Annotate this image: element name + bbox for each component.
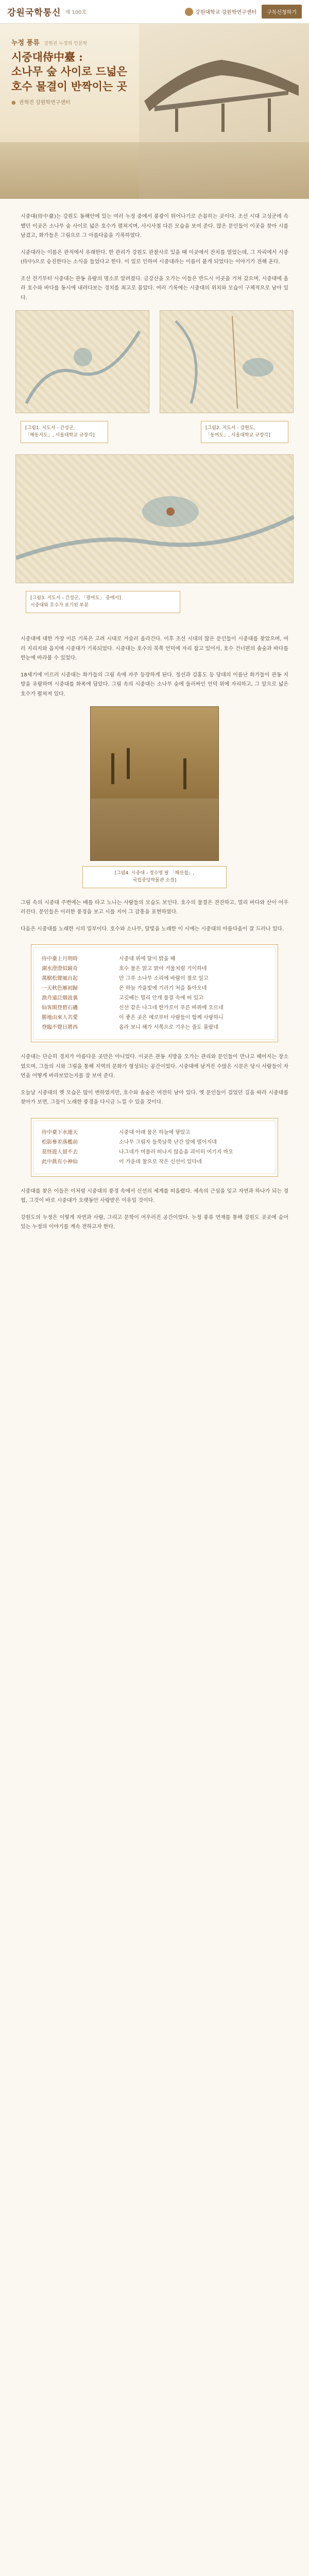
caption-source: 시중대와 호수가 표기된 부분 [30, 603, 89, 608]
map-figures [15, 310, 294, 630]
poem-box-1 [31, 944, 278, 1042]
poem-line [42, 964, 267, 974]
painting-caption [82, 866, 227, 888]
subscribe-button[interactable]: 구독신청하기 [262, 5, 302, 19]
poem-korean: 소나무 그림자 들쭉날쭉 난간 앞에 떨어지네 [119, 1139, 217, 1145]
poem-line [42, 954, 267, 964]
map-image-3 [15, 454, 294, 583]
poem-box-2 [31, 1118, 278, 1177]
poem-line [42, 1147, 267, 1157]
paragraph: 그림 속의 시중대 주변에는 배를 타고 노니는 사람들의 모습도 보인다. 호수의 물결은 잔잔하고, 멀리 바다와 산이 어우러진다. 문인들은 이러한 풍경을 보고 시를 지어 그 감흥을 표현하였다. [21, 900, 288, 916]
poem-line [42, 1013, 267, 1023]
poem-line [42, 993, 267, 1003]
paragraph: 18세기에 이르러 시중대는 화가들의 그림 속에 자주 등장하게 된다. 정선과 김홍도 등 당대의 이름난 화가들이 관동 지방을 유람하며 시중대를 화폭에 담았다. 그림 속의 시중대는 소나무 숲에 둘러싸인 언덕 위에 자리하고, 그 앞으로 넓은 호수가 펼쳐져 있다. [21, 672, 288, 697]
poem-korean: 호수 물은 맑고 맑아 거울처럼 기이하네 [119, 966, 207, 972]
author-icon: ● [11, 100, 16, 106]
caption-title: [그림1. 지도서 - 간성군, [25, 426, 75, 431]
poem-hanja: 漁舟遠泛烟波裏 [42, 995, 78, 1002]
pine-tree [111, 753, 114, 784]
history-section [0, 635, 309, 699]
paragraph: 시중대라는 이름은 관직에서 유래한다. 한 관리가 강원도 관찰사로 있을 때 이곳에서 잔치를 열었는데, 그 자리에서 시중(侍中)으로 승진한다는 소식을 들었다고 한다. 이 일로 인하여 시중대라는 이름이 붙게 되었다는 이야기가 전해 온다. [21, 249, 288, 265]
caption-source: 국립중앙박물관 소장] [132, 878, 177, 884]
pine-tree [127, 748, 130, 779]
closing-section [0, 1187, 309, 1232]
paragraph: 시중대를 찾은 이들은 이처럼 시중대의 풍경 속에서 신선의 세계를 떠올렸다. 세속의 근심을 잊고 자연과 하나가 되는 경험, 그것이 바로 시중대가 오랫동안 사랑받은 이유일 것이다. [21, 1188, 288, 1204]
title-line-2: 소나무 숲 사이로 드넓은 [11, 65, 127, 78]
map-image-1 [15, 310, 149, 413]
paragraph: 조선 전기부터 시중대는 관동 유람의 명소로 알려졌다. 금강산을 오가는 이들은 반드시 이곳을 거쳐 갔으며, 시중대에 올라 호수와 바다를 동시에 내려다보는 경치를 최고로 꼽았다. 여러 기록에는 시중대의 위치와 모습이 구체적으로 남아 있다. [21, 276, 288, 301]
caption-title: [그림2. 지도서 - 강원도, [205, 426, 255, 431]
poem-hanja: 此中眞有小神仙 [42, 1159, 78, 1165]
map-caption-3 [26, 591, 180, 613]
map-caption-1 [21, 421, 108, 443]
poem-line [42, 1023, 267, 1032]
discussion-section [0, 1053, 309, 1108]
poem-line [42, 974, 267, 984]
map-caption-2 [201, 421, 288, 443]
caption-title: [그림3. 지도서 - 간성군, 「광여도」 중에서] [30, 596, 121, 601]
hero-banner [0, 24, 309, 199]
poem-hanja: 松影參差落檻前 [42, 1139, 78, 1145]
issue-number: 제 100호 [65, 10, 87, 15]
intro-section [0, 199, 309, 303]
map-drawing-2 [160, 311, 294, 414]
org-logo[interactable] [185, 8, 256, 16]
poem-korean: 시중대 위에 달이 밝을 때 [119, 956, 176, 962]
pavilion-roof-illustration [144, 55, 299, 132]
poem-line [42, 1128, 267, 1138]
series-subtitle: 강원권 누정의 인문학 [44, 41, 88, 46]
title-line-3: 호수 물결이 반짝이는 곳 [11, 79, 127, 93]
poem-line [42, 1138, 267, 1147]
poem-hanja: 侍中臺上月明時 [42, 956, 78, 962]
map-drawing-3 [16, 455, 294, 584]
poem-korean: 나그네가 머물러 떠나지 않음을 괴이히 여기지 마오 [119, 1149, 233, 1155]
poem-korean: 시중대 아래 물은 하늘에 닿았고 [119, 1129, 191, 1136]
poem-korean: 이 가운데 참으로 작은 신선이 있다네 [119, 1159, 202, 1165]
poem-hanja: 一天秋色雁初歸 [42, 986, 78, 992]
poem-hanja: 仙客閑登碧石磯 [42, 1005, 78, 1011]
newsletter-brand[interactable]: 강원국학통신 [7, 8, 61, 18]
map-image-2 [160, 310, 294, 413]
author-name: 권혁진 강원학연구센터 [19, 100, 71, 106]
series-name: 누정 풍류 [11, 39, 40, 47]
poem-hanja: 侍中臺下水連天 [42, 1129, 78, 1136]
hero-lake [0, 142, 309, 199]
poem-intro-section [0, 899, 309, 935]
poem-korean: 온 하늘 가을빛에 기러기 처음 돌아오네 [119, 986, 207, 992]
poem-line [42, 1003, 267, 1013]
poem-line [42, 1157, 267, 1167]
article-title [11, 50, 166, 94]
paragraph: 시중대는 단순히 경치가 아름다운 곳만은 아니었다. 이곳은 관동 지방을 오가는 관리와 문인들이 만나고 헤어지는 장소였으며, 그들의 시와 그림을 통해 지역의 문화가 형성되는 공간이었다. 시중대에 남겨진 수많은 시문은 당시 사람들이 자연을 어떻게 바라보았는지를 잘 보여 준다. [21, 1054, 288, 1079]
poem-korean: 이 좋은 곳은 예로부터 사람들이 함께 사랑하니 [119, 1015, 224, 1021]
paragraph: 오늘날 시중대의 옛 모습은 많이 변하였지만, 호수와 솔숲은 여전히 남아 있다. 옛 문인들이 걸었던 길을 따라 시중대를 찾아가 보면, 그들이 노래한 풍경을 다시금 느낄 수 있을 것이다. [21, 1090, 288, 1106]
paragraph: 강원도의 누정은 이렇게 자연과 사람, 그리고 문학이 어우러진 공간이었다. 누정 풍류 연재를 통해 강원도 곳곳에 숨어 있는 누정의 이야기를 계속 전하고자 한다. [21, 1214, 288, 1230]
landscape-painting [90, 706, 219, 861]
poem-hanja: 登臨不覺日將西 [42, 1025, 78, 1031]
poem-hanja: 勝地由來人共愛 [42, 1015, 78, 1021]
pine-tree [183, 758, 186, 789]
series-title [11, 37, 166, 47]
poem-korean: 만 그루 소나무 소리에 바람이 절로 일고 [119, 976, 209, 982]
hero-text [11, 37, 166, 106]
caption-title: [그림4. 시중대 - 정수영 필 「해산첩」, [114, 871, 195, 876]
paragraph: 다음은 시중대를 노래한 시의 일부이다. 호수와 소나무, 달빛을 노래한 이 시에는 시중대의 아름다움이 잘 드러나 있다. [21, 926, 284, 932]
caption-source: 「해동지도」, 서울대학교 규장각] [25, 433, 95, 438]
title-line-1: 시중대侍中臺 : [11, 50, 83, 63]
map-drawing-1 [16, 311, 150, 414]
poem-hanja: 萬樹松聲風自起 [42, 976, 78, 982]
poem-hanja: 湖水澄澄似鏡奇 [42, 966, 78, 972]
paragraph: 시중대(侍中臺)는 강원도 동해안에 있는 여러 누정 중에서 풍광이 뛰어나기로 손꼽히는 곳이다. 조선 시대 고성군에 속했던 이곳은 소나무 숲 사이로 넓은 호수가 펼쳐지며, 사시사철 다른 모습을 보여 준다. 많은 문인들이 이곳을 찾아 시를 남겼고, 화가들은 그림으로 그 아름다움을 기록하였다. [21, 214, 288, 239]
article-author [11, 98, 166, 106]
poem-korean: 올라 보니 해가 서쪽으로 기우는 줄도 몰랐네 [119, 1025, 218, 1031]
poem-korean: 고깃배는 멀리 안개 물결 속에 떠 있고 [119, 995, 203, 1002]
top-bar [0, 0, 309, 24]
org-name: 강원대학교 강원학연구센터 [195, 10, 257, 15]
emblem-icon [185, 8, 193, 16]
paragraph: 시중대에 대한 가장 이른 기록은 고려 시대로 거슬러 올라간다. 이후 조선 시대의 많은 문인들이 시중대를 찾았으며, 여러 지리지와 읍지에 시중대가 기록되었다. 시중대는 호수의 북쪽 언덕에 자리 잡고 있어서, 호수 건너편의 솔숲과 바다를 한눈에 바라볼 수 있었다. [21, 636, 288, 661]
poem-hanja: 莫怪遊人留不去 [42, 1149, 78, 1155]
caption-source: 「동여도」, 서울대학교 규장각] [205, 433, 270, 438]
painting-water [91, 799, 218, 860]
poem-line [42, 984, 267, 993]
poem-korean: 신선 같은 나그네 한가로이 푸른 바위에 오르네 [119, 1005, 224, 1011]
